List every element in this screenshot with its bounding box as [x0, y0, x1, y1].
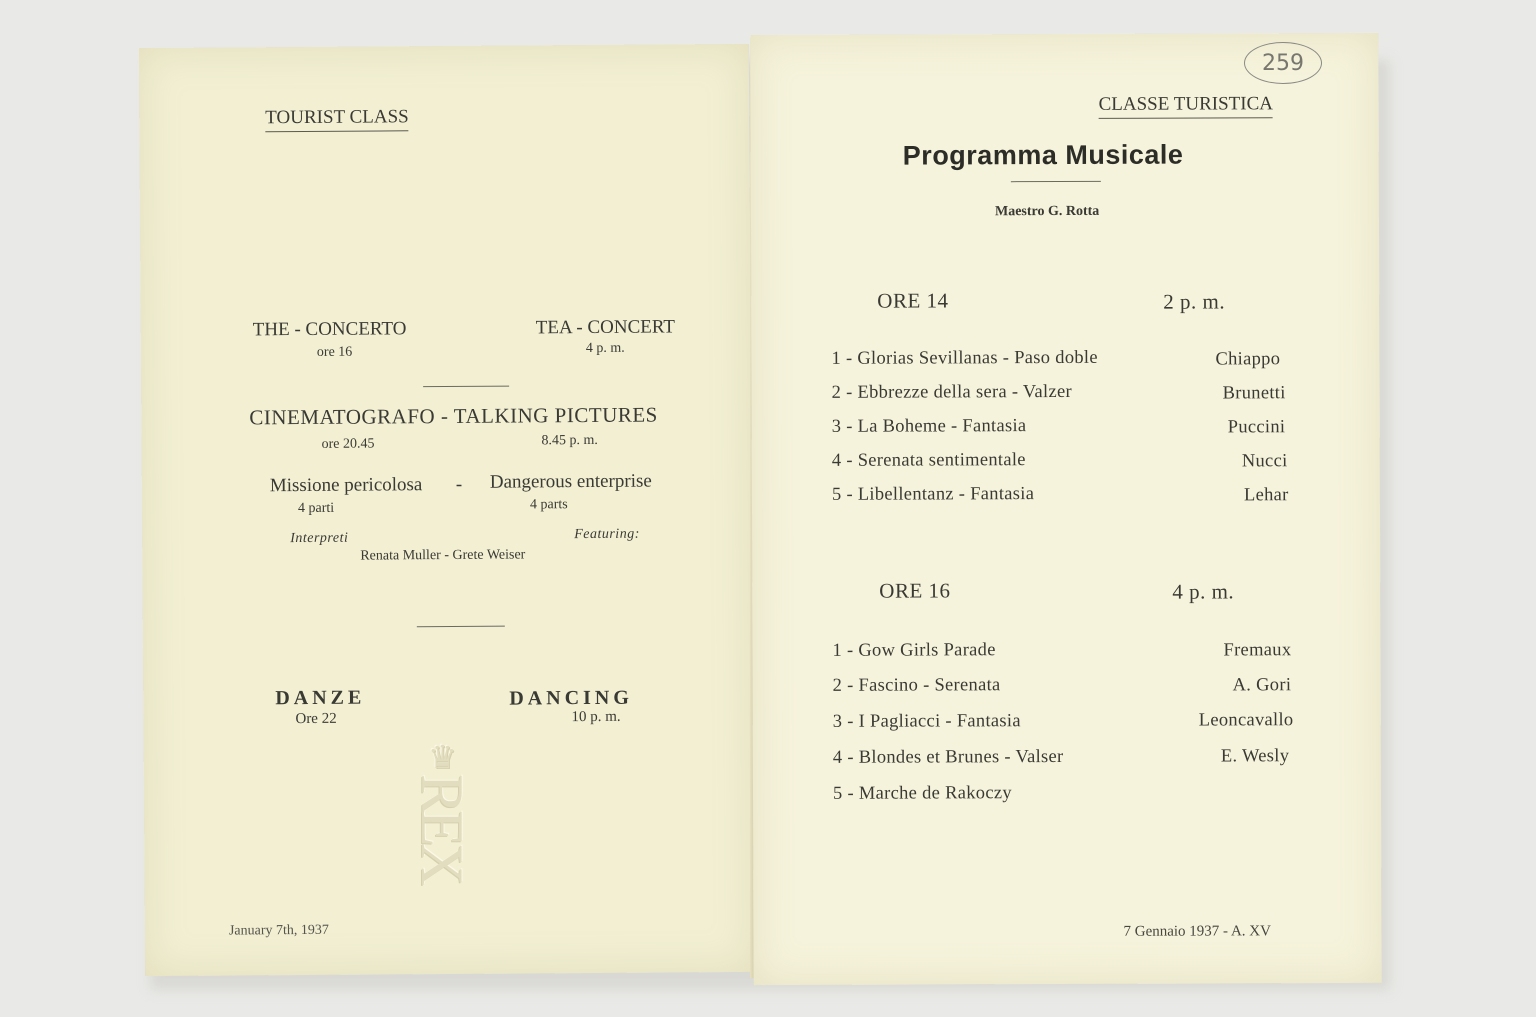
divider [423, 386, 509, 388]
composer: Nucci [1241, 451, 1288, 472]
cast-names: Renata Muller - Grete Weiser [360, 547, 526, 564]
list-item: 5 - Marche de Rakoczy [832, 783, 1012, 804]
session1-time-it: ORE 14 [877, 288, 949, 313]
dancing-time: 10 p. m. [571, 708, 621, 726]
cinema-heading: CINEMATOGRAFO - TALKING PICTURES [249, 402, 658, 430]
list-item: 3 - I Pagliacci - Fantasia [832, 711, 1021, 732]
the-concerto-heading: THE - CONCERTO [252, 318, 407, 341]
list-item: 1 - Glorias Sevillanas - Paso doble [831, 347, 1098, 369]
film-separator: - [455, 473, 463, 495]
danze-time: Ore 22 [295, 710, 337, 728]
divider [1011, 181, 1101, 182]
film-title-en: Dangerous enterprise [489, 470, 652, 493]
maestro-name: Maestro G. Rotta [994, 203, 1100, 220]
film-parts-en: 4 parts [529, 497, 568, 513]
embossed-rex-monogram [409, 738, 480, 882]
list-item: 2 - Fascino - Serenata [832, 675, 1001, 696]
composer: Puccini [1227, 417, 1286, 438]
film-parts-it: 4 parti [297, 500, 335, 517]
composer: A. Gori [1232, 675, 1292, 696]
composer: Leoncavallo [1198, 710, 1294, 731]
session2-time-en: 4 p. m. [1172, 579, 1235, 604]
composer: E. Wesly [1220, 746, 1290, 767]
dancing-heading: DANCING [509, 686, 633, 710]
list-item: 4 - Serenata sentimentale [831, 450, 1026, 471]
classe-turistica-label: CLASSE TURISTICA [1099, 93, 1273, 119]
catalog-number-badge: 259 [1244, 42, 1322, 84]
danze-heading: DANZE [275, 686, 366, 710]
list-item: 5 - Libellentanz - Fantasia [831, 484, 1035, 505]
rex-emboss: REX [409, 774, 475, 882]
list-item: 4 - Blondes et Brunes - Valser [832, 747, 1064, 768]
right-page [750, 33, 1381, 985]
list-item: 2 - Ebbrezze della sera - Valzer [831, 381, 1073, 403]
composer: Chiappo [1215, 349, 1281, 370]
cinema-time-it: ore 20.45 [321, 436, 375, 452]
tourist-class-label: TOURIST CLASS [265, 106, 409, 132]
date-english: January 7th, 1937 [228, 922, 329, 939]
list-item: 1 - Gow Girls Parade [832, 640, 996, 661]
tea-concert-time: 4 p. m. [585, 340, 625, 357]
the-concerto-time: ore 16 [316, 344, 353, 360]
page-title: Programma Musicale [902, 139, 1184, 171]
cinema-time-en: 8.45 p. m. [541, 432, 598, 449]
featuring-label: Featuring: [574, 526, 640, 543]
divider [417, 626, 505, 628]
crown-icon: ♛ [428, 739, 457, 775]
date-italian: 7 Gennaio 1937 - A. XV [1123, 923, 1271, 940]
composer: Lehar [1243, 485, 1289, 506]
composer: Brunetti [1222, 383, 1286, 404]
list-item: 3 - La Boheme - Fantasia [831, 416, 1027, 437]
session1-time-en: 2 p. m. [1163, 289, 1226, 314]
composer: Fremaux [1223, 640, 1292, 661]
interpreti-label: Interpreti [290, 530, 349, 547]
tea-concert-heading: TEA - CONCERT [535, 316, 676, 339]
session2-time-it: ORE 16 [879, 578, 951, 603]
film-title-it: Missione pericolosa [269, 474, 423, 497]
